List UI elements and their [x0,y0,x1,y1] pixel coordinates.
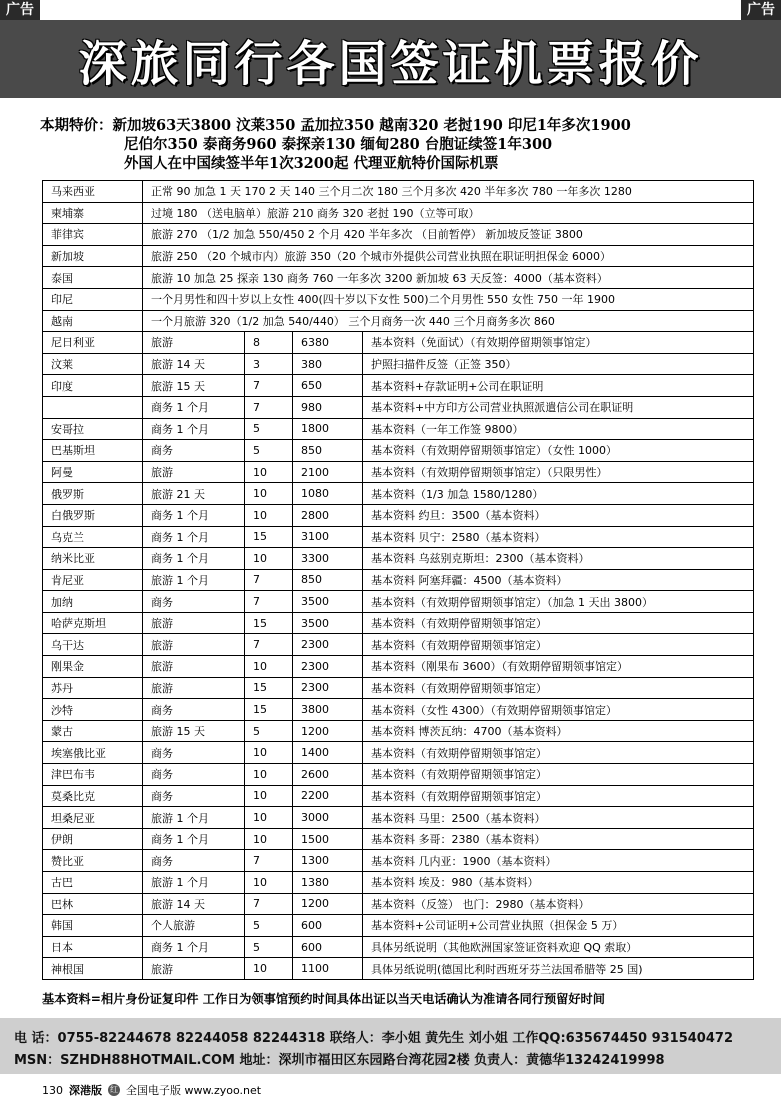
table-row [43,461,754,483]
table-row [43,396,754,418]
country-cell: 日本 [43,936,143,958]
edition-label: 深港版 [69,1084,102,1097]
price-cell: 650 [293,375,363,397]
visa-type-cell: 个人旅游 [143,915,245,937]
footnote: 基本资料=相片身份证复印件 工作日为领事馆预约时间具体出证以当天电话确认为准请各同行预留好时间 [42,992,605,1006]
table-row [43,245,754,267]
country-cell: 埃塞俄比亚 [43,742,143,764]
table-row [43,699,754,721]
price-cell: 3800 [293,699,363,721]
requirements-cell: 基本资料（一年工作签 9800） [363,418,754,440]
table-row [43,418,754,440]
country-cell: 巴基斯坦 [43,440,143,462]
working-days-cell: 10 [245,656,293,678]
table-row [43,612,754,634]
table-row [43,332,754,354]
country-cell: 汶莱 [43,353,143,375]
country-cell: 纳米比亚 [43,548,143,570]
visa-type-cell: 旅游 [143,634,245,656]
requirements-cell: 基本资料+中方印方公司营业执照派遣信公司在职证明 [363,396,754,418]
specials-line: 外国人在中国续签半年1次3200起 代理亚航特价国际机票 [124,155,499,172]
requirements-cell: 基本资料 马里：2500（基本资料） [363,807,754,829]
requirements-cell: 基本资料（女性 4300）（有效期停留期领事馆定） [363,699,754,721]
table-row [43,850,754,872]
requirements-cell: 基本资料（免面试）（有效期停留期领事馆定） [363,332,754,354]
visa-type-cell: 旅游 [143,612,245,634]
country-cell: 白俄罗斯 [43,504,143,526]
price-cell: 1380 [293,872,363,894]
table-row [43,375,754,397]
visa-type-cell: 旅游 21 天 [143,483,245,505]
working-days-cell: 10 [245,958,293,980]
working-days-cell: 10 [245,548,293,570]
table-row [43,936,754,958]
visa-price-table [42,180,754,980]
working-days-cell: 10 [245,807,293,829]
table-row [43,958,754,980]
table-row [43,656,754,678]
working-days-cell: 10 [245,504,293,526]
price-cell: 600 [293,936,363,958]
price-detail-cell: 正常 90 加急 1 天 170 2 天 140 三个月二次 180 三个月多次 420 半年多次 780 一年多次 1280 [143,181,754,203]
visa-type-cell: 旅游 [143,958,245,980]
specials-block [40,116,631,173]
requirements-cell: 基本资料（有效期停留期领事馆定） [363,612,754,634]
visa-type-cell: 商务 [143,742,245,764]
visa-type-cell: 旅游 1 个月 [143,569,245,591]
table-row [43,872,754,894]
visa-type-cell: 旅游 15 天 [143,720,245,742]
table-row [43,526,754,548]
country-cell: 巴林 [43,893,143,915]
country-cell: 刚果金 [43,656,143,678]
country-cell: 赞比亚 [43,850,143,872]
country-cell: 印度 [43,375,143,397]
table-row [43,591,754,613]
working-days-cell: 5 [245,418,293,440]
price-cell: 2300 [293,656,363,678]
working-days-cell: 15 [245,677,293,699]
visa-type-cell: 商务 1 个月 [143,396,245,418]
working-days-cell: 5 [245,440,293,462]
working-days-cell: 10 [245,483,293,505]
price-detail-cell: 旅游 270 （1/2 加急 550/450 2 个月 420 半年多次 （目前暂停） 新加坡反签证 3800 [143,224,754,246]
visa-type-cell: 旅游 1 个月 [143,807,245,829]
requirements-cell: 基本资料 博茨瓦纳：4700（基本资料） [363,720,754,742]
visa-type-cell: 旅游 15 天 [143,375,245,397]
price-detail-cell: 一个月旅游 320（1/2 加急 540/440） 三个月商务一次 440 三个月商务多次 860 [143,310,754,332]
country-cell: 神根国 [43,958,143,980]
country-cell: 苏丹 [43,677,143,699]
table-row [43,548,754,570]
price-detail-cell: 旅游 250 （20 个城市内）旅游 350（20 个城市外提供公司营业执照在职证明担保金 6000） [143,245,754,267]
working-days-cell: 7 [245,893,293,915]
requirements-cell: 基本资料（刚果布 3600）（有效期停留期领事馆定） [363,656,754,678]
ad-label-left: 广告 [0,0,40,20]
price-cell: 850 [293,569,363,591]
table-row [43,828,754,850]
title-banner [0,20,781,98]
price-cell: 3000 [293,807,363,829]
country-cell: 马来西亚 [43,181,143,203]
page-title: 深旅同行各国签证机票报价 [78,35,703,92]
requirements-cell: 基本资料（有效期停留期领事馆定） [363,764,754,786]
working-days-cell: 10 [245,461,293,483]
country-cell: 乌干达 [43,634,143,656]
working-days-cell: 10 [245,785,293,807]
requirements-cell: 基本资料 阿塞拜疆：4500（基本资料） [363,569,754,591]
country-cell [43,396,143,418]
visa-type-cell: 旅游 [143,461,245,483]
price-detail-cell: 一个月男性和四十岁以上女性 400(四十岁以下女性 500)二个月男性 550 女性 750 一年 1900 [143,288,754,310]
table-row [43,224,754,246]
price-cell: 2600 [293,764,363,786]
table-row [43,742,754,764]
table-row [43,807,754,829]
visa-type-cell: 旅游 [143,332,245,354]
requirements-cell: 基本资料（有效期停留期领事馆定） [363,634,754,656]
country-cell: 泰国 [43,267,143,289]
country-cell: 韩国 [43,915,143,937]
table-row [43,915,754,937]
price-detail-cell: 旅游 10 加急 25 探亲 130 商务 760 一年多次 3200 新加坡 63 天反签：4000（基本资料） [143,267,754,289]
visa-type-cell: 商务 [143,591,245,613]
table-row [43,677,754,699]
specials-line: 本期特价：新加坡63天3800 汶莱350 孟加拉350 越南320 老挝190 印尼1年多次1900 [40,117,631,134]
visa-type-cell: 商务 [143,785,245,807]
country-cell: 莫桑比克 [43,785,143,807]
price-cell: 600 [293,915,363,937]
country-cell: 乌克兰 [43,526,143,548]
contact-address-line: MSN：SZHDH88HOTMAIL.COM 地址：深圳市福田区东园路台湾花园2楼 负责人：黄德华13242419998 [14,1053,665,1068]
working-days-cell: 5 [245,936,293,958]
visa-type-cell: 旅游 [143,677,245,699]
country-cell: 哈萨克斯坦 [43,612,143,634]
requirements-cell: 基本资料 埃及：980（基本资料） [363,872,754,894]
price-cell: 1200 [293,893,363,915]
price-cell: 2300 [293,677,363,699]
visa-type-cell: 商务 [143,440,245,462]
price-cell: 3500 [293,591,363,613]
working-days-cell: 10 [245,872,293,894]
country-cell: 津巴布韦 [43,764,143,786]
table-row [43,893,754,915]
price-cell: 2200 [293,785,363,807]
working-days-cell: 7 [245,569,293,591]
visa-type-cell: 商务 1 个月 [143,418,245,440]
specials-line: 尼伯尔350 泰商务960 泰探亲130 缅甸280 台胞证续签1年300 [124,136,553,153]
table-row [43,720,754,742]
requirements-cell: 基本资料 几内亚：1900（基本资料） [363,850,754,872]
requirements-cell: 具体另纸说明（其他欧洲国家签证资料欢迎 QQ 索取） [363,936,754,958]
table-row [43,764,754,786]
publisher-logo-icon: 红 [110,1085,118,1094]
working-days-cell: 10 [245,828,293,850]
requirements-cell: 基本资料+存款证明+公司在职证明 [363,375,754,397]
visa-type-cell: 旅游 [143,656,245,678]
table-row [43,483,754,505]
contact-bar [0,1018,781,1074]
country-cell: 蒙古 [43,720,143,742]
country-cell: 沙特 [43,699,143,721]
price-cell: 1500 [293,828,363,850]
working-days-cell: 7 [245,396,293,418]
working-days-cell: 3 [245,353,293,375]
working-days-cell: 10 [245,742,293,764]
price-cell: 3300 [293,548,363,570]
visa-type-cell: 商务 [143,699,245,721]
visa-type-cell: 商务 1 个月 [143,936,245,958]
price-cell: 980 [293,396,363,418]
requirements-cell: 基本资料（1/3 加急 1580/1280） [363,483,754,505]
page-number: 130 [42,1083,63,1097]
country-cell: 新加坡 [43,245,143,267]
requirements-cell: 基本资料（有效期停留期领事馆定） [363,785,754,807]
working-days-cell: 15 [245,699,293,721]
table-row [43,288,754,310]
visa-type-cell: 商务 [143,764,245,786]
country-cell: 尼日利亚 [43,332,143,354]
visa-type-cell: 旅游 14 天 [143,353,245,375]
table-row [43,634,754,656]
price-cell: 6380 [293,332,363,354]
price-cell: 1300 [293,850,363,872]
contact-phone-line: 电 话：0755-82244678 82244058 82244318 联络人：李小姐 黄先生 刘小姐 工作QQ:635674450 931540472 [14,1031,733,1046]
requirements-cell: 具体另纸说明(德国比利时西班牙芬兰法国希腊等 25 国) [363,958,754,980]
country-cell: 越南 [43,310,143,332]
price-cell: 1400 [293,742,363,764]
country-cell: 阿曼 [43,461,143,483]
requirements-cell: 基本资料（有效期停留期领事馆定）（只限男性） [363,461,754,483]
visa-type-cell: 商务 1 个月 [143,548,245,570]
price-cell: 1080 [293,483,363,505]
visa-type-cell: 商务 1 个月 [143,828,245,850]
table-row [43,504,754,526]
price-cell: 3100 [293,526,363,548]
visa-type-cell: 商务 1 个月 [143,526,245,548]
country-cell: 印尼 [43,288,143,310]
visa-type-cell: 旅游 1 个月 [143,872,245,894]
country-cell: 俄罗斯 [43,483,143,505]
working-days-cell: 15 [245,526,293,548]
working-days-cell: 7 [245,850,293,872]
country-cell: 安哥拉 [43,418,143,440]
requirements-cell: 基本资料+公司证明+公司营业执照（担保金 5 万） [363,915,754,937]
country-cell: 古巴 [43,872,143,894]
working-days-cell: 7 [245,634,293,656]
table-row [43,310,754,332]
working-days-cell: 7 [245,591,293,613]
table-row [43,181,754,203]
requirements-cell: 护照扫描件反签（正签 350） [363,353,754,375]
working-days-cell: 7 [245,375,293,397]
requirements-cell: 基本资料 贝宁：2580（基本资料） [363,526,754,548]
requirements-cell: 基本资料（有效期停留期领事馆定）（加急 1 天出 3800） [363,591,754,613]
requirements-cell: 基本资料（有效期停留期领事馆定）（女性 1000） [363,440,754,462]
ad-label-right: 广告 [741,0,781,20]
page-footer [42,1082,261,1098]
price-cell: 2300 [293,634,363,656]
price-cell: 2800 [293,504,363,526]
working-days-cell: 5 [245,915,293,937]
working-days-cell: 5 [245,720,293,742]
requirements-cell: 基本资料（有效期停留期领事馆定） [363,742,754,764]
visa-type-cell: 商务 1 个月 [143,504,245,526]
requirements-cell: 基本资料（有效期停留期领事馆定） [363,677,754,699]
visa-type-cell: 商务 [143,850,245,872]
table-row [43,267,754,289]
table-row [43,569,754,591]
price-cell: 1800 [293,418,363,440]
table-row [43,353,754,375]
price-cell: 3500 [293,612,363,634]
country-cell: 肯尼亚 [43,569,143,591]
working-days-cell: 10 [245,764,293,786]
price-cell: 1200 [293,720,363,742]
requirements-cell: 基本资料（反签） 也门：2980（基本资料） [363,893,754,915]
country-cell: 伊朗 [43,828,143,850]
country-cell: 坦桑尼亚 [43,807,143,829]
country-cell: 加纳 [43,591,143,613]
table-row [43,440,754,462]
requirements-cell: 基本资料 乌兹别克斯坦：2300（基本资料） [363,548,754,570]
price-cell: 380 [293,353,363,375]
price-detail-cell: 过境 180 （送电脑单）旅游 210 商务 320 老挝 190（立等可取） [143,202,754,224]
country-cell: 柬埔寨 [43,202,143,224]
price-cell: 1100 [293,958,363,980]
price-cell: 2100 [293,461,363,483]
table-row [43,202,754,224]
table-row [43,785,754,807]
visa-type-cell: 旅游 14 天 [143,893,245,915]
working-days-cell: 15 [245,612,293,634]
country-cell: 菲律宾 [43,224,143,246]
site-label: 全国电子版 www.zyoo.net [126,1084,262,1097]
requirements-cell: 基本资料 多哥：2380（基本资料） [363,828,754,850]
working-days-cell: 8 [245,332,293,354]
requirements-cell: 基本资料 约旦：3500（基本资料） [363,504,754,526]
price-cell: 850 [293,440,363,462]
